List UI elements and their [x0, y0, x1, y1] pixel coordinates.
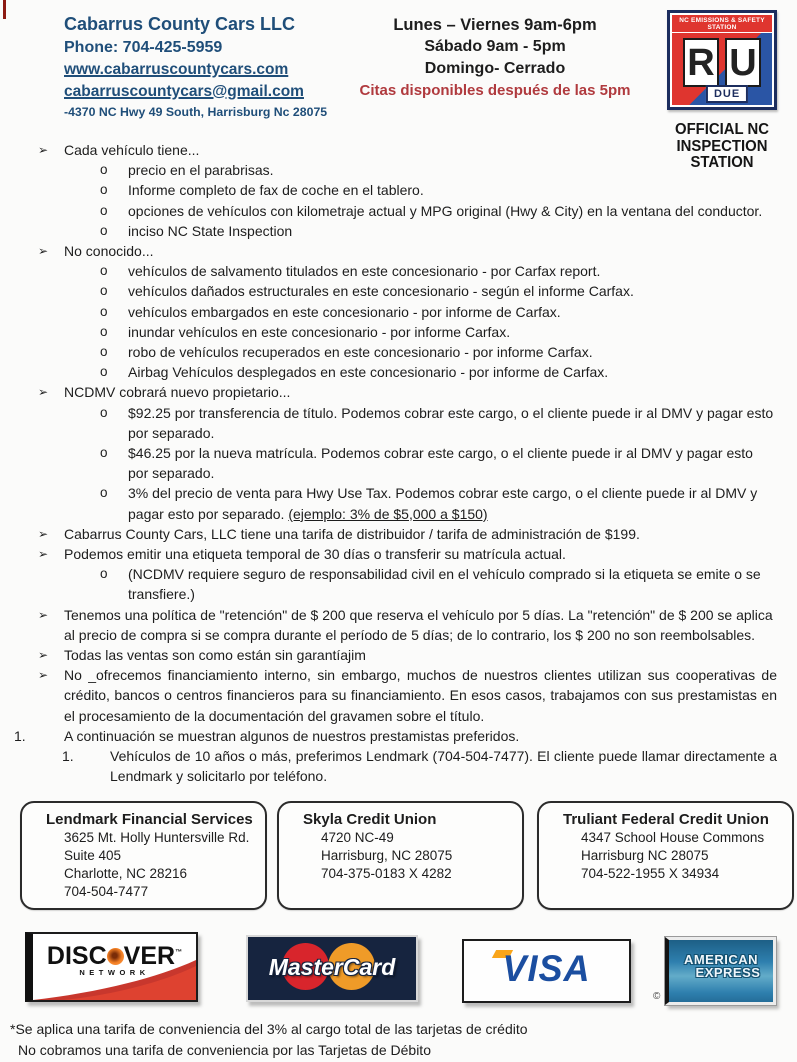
discover-word-end: VER [123, 941, 176, 970]
discover-word-start: DISC [46, 941, 107, 970]
badge-due-label: DUE [706, 85, 748, 103]
badge-letter-r: R [683, 38, 719, 87]
company-name: Cabarrus County Cars LLC [64, 14, 296, 34]
company-website-link[interactable]: www.cabarruscountycars.com [64, 61, 289, 78]
arrow-bullet-icon: ➢ [38, 526, 49, 541]
lender-address-line: Harrisburg, NC 28075 [321, 847, 453, 863]
hours-sunday: Domingo- Cerrado [424, 60, 566, 77]
list-item: o 3% del precio de venta para Hwy Use Tax. Podemos cobrar este cargo, o el cliente puede ir al DMV y pagar esto por separado. (ejemplo: 3% de $5,000 a $150) [100, 485, 758, 522]
badge-diagonal-background [672, 33, 772, 105]
list-item: o (NCDMV requiere seguro de responsabilidad civil en el vehículo comprado si la etiqueta se emite o se transfiere.) [100, 566, 761, 603]
arrow-bullet-icon: ➢ [38, 143, 49, 157]
lender-phone: 704-522-1955 X 34934 [581, 865, 720, 881]
list-item: o inciso NC State Inspection [0, 221, 797, 241]
list-item: ➢ NCDMV cobrará nuevo propietario... [0, 382, 797, 402]
lender-card-lendmark [20, 801, 267, 910]
arrow-bullet-icon: ➢ [38, 385, 49, 400]
lender-name: Lendmark Financial Services [46, 810, 253, 828]
company-email-link[interactable]: cabarruscountycars@gmail.com [64, 83, 304, 100]
lender-name: Skyla Credit Union [303, 810, 437, 828]
circle-bullet-icon: o [100, 222, 108, 238]
policy-list [0, 138, 797, 787]
lender-name: Truliant Federal Credit Union [563, 810, 769, 828]
lender-phone: 704-375-0183 X 4282 [321, 865, 452, 881]
discover-logo [25, 932, 198, 1002]
circle-bullet-icon: o [100, 303, 108, 319]
numbered-item: 1. Vehículos de 10 años o más, preferimos Lendmark (704-504-7477). El cliente puede llamar directamente a Lendmark y solicitarlo por teléfono. [62, 748, 777, 785]
lender-address-line: 4347 School House Commons [581, 829, 765, 845]
circle-bullet-icon: o [100, 344, 108, 360]
list-item: o precio en el parabrisas. [0, 160, 797, 180]
debit-fee-note: No cobramos una tarifa de conveniencia por las Tarjetas de Débito [18, 1042, 431, 1058]
list-item: ➢ Tenemos una política de "retención" de $ 200 que reserva el vehículo por 5 días. La "retención" de $ 200 se aplica al precio de compra si se compra durante el período de 5 días; de lo contrario, los $ 200 no son reembolsables. [38, 606, 773, 643]
trademark-symbol: ™ [175, 948, 183, 956]
preferred-lenders [20, 801, 797, 910]
accepted-cards-row [25, 932, 797, 1005]
lender-address-line: Charlotte, NC 28216 [64, 865, 188, 881]
nc-inspection-badge [663, 10, 781, 172]
arrow-bullet-icon: ➢ [38, 607, 49, 622]
numbered-item: 1. A continuación se muestran algunos de nuestros prestamistas preferidos. [0, 726, 797, 746]
company-address: -4370 NC Hwy 49 South, Harrisburg Nc 28075 [64, 105, 328, 119]
visa-logo [462, 939, 631, 1003]
underlined-example: (ejemplo: 3% de $5,000 a $150) [288, 505, 488, 522]
lender-address-line: Harrisburg NC 28075 [581, 847, 709, 863]
arrow-bullet-icon: ➢ [38, 244, 49, 259]
mastercard-logo [246, 935, 418, 1002]
discover-network-label: NETWORK [79, 967, 150, 977]
list-item: o inundar vehículos en este concesionario - por informe Carfax. [0, 322, 797, 342]
hours-appointments-note: Citas disponibles después de las 5pm [359, 82, 631, 99]
lender-card-skyla [277, 801, 524, 910]
badge-letter-u: U [725, 38, 761, 87]
list-item: o Informe completo de fax de coche en el tablero. [0, 180, 797, 200]
circle-bullet-icon: o [100, 404, 108, 420]
circle-bullet-icon: o [100, 323, 108, 339]
footnotes [10, 1019, 797, 1062]
circle-bullet-icon: o [100, 445, 108, 461]
mastercard-wordmark: MasterCard [268, 953, 396, 980]
ru-due-logo [667, 10, 777, 110]
amex-wordmark-line1: AMERICAN [683, 951, 759, 967]
number-marker: 1. [62, 748, 74, 765]
list-item: o vehículos de salvamento titulados en este concesionario - por Carfax report. [0, 261, 797, 281]
credit-fee-note: *Se aplica una tarifa de conveniencia del 3% al cargo total de las tarjetas de crédito [10, 1020, 528, 1037]
visa-wordmark: VISA [502, 947, 591, 989]
lender-card-truliant [537, 801, 794, 910]
list-item: ➢ Cada vehículo tiene... [0, 140, 797, 160]
list-item: o $92.25 por transferencia de título. Podemos cobrar este cargo, o el cliente puede ir al DMV y pagar esto por separado. [100, 404, 774, 441]
list-item: ➢ Cabarrus County Cars, LLC tiene una tarifa de distribuidor / tarifa de administración de $199. [0, 524, 797, 544]
list-item: o $46.25 por la nueva matrícula. Podemos cobrar este cargo, o el cliente puede ir al DMV y pagar esto por separado. [100, 445, 753, 482]
circle-bullet-icon: o [100, 364, 108, 380]
copyright-mark: © [653, 990, 661, 1002]
circle-bullet-icon: o [100, 182, 108, 198]
lender-address-line: Suite 405 [64, 847, 122, 863]
list-item: o Airbag Vehículos desplegados en este concesionario - por informe de Carfax. [0, 362, 797, 382]
lender-address-line: 3625 Mt. Holly Huntersville Rd. [64, 829, 250, 845]
list-item: ➢ Todas las ventas son como están sin garantíajim [0, 645, 797, 665]
number-marker: 1. [14, 727, 26, 744]
official-inspection-caption: OFFICIAL NC INSPECTION STATION [675, 121, 769, 171]
hours-weekdays: Lunes – Viernes 9am-6pm [393, 16, 597, 34]
list-item: o vehículos dañados estructurales en este concesionario - según el informe Carfax. [0, 281, 797, 301]
amex-wordmark-line2: EXPRESS [695, 964, 761, 980]
circle-bullet-icon: o [100, 263, 108, 279]
list-item: ➢ No _ofrecemos financiamiento interno, sin embargo, muchos de nuestros clientes utilizan sus cooperativas de crédito, bancos o centros financieros para su financiamiento. En esos casos, trabajamos con sus prestamistas en el procesamiento de la documentación del gravamen sobre el título. [38, 667, 777, 724]
circle-bullet-icon: o [100, 162, 108, 178]
company-info [64, 14, 327, 119]
list-item: o vehículos embargados en este concesionario - por informe de Carfax. [0, 302, 797, 322]
list-item: ➢ Podemos emitir una etiqueta temporal de 30 días o transferir su matrícula actual. [0, 544, 797, 564]
badge-banner-text: NC EMISSIONS & SAFETY STATION [672, 15, 772, 32]
lender-phone: 704-504-7477 [64, 883, 149, 899]
lender-address-line: 4720 NC-49 [321, 829, 394, 845]
arrow-bullet-icon: ➢ [38, 648, 49, 663]
list-item: ➢ No conocido... [0, 241, 797, 261]
hours-saturday: Sábado 9am - 5pm [424, 38, 566, 55]
list-item: o robo de vehículos recuperados en este concesionario - por informe Carfax. [0, 342, 797, 362]
discover-swoosh-icon [33, 960, 196, 1000]
list-item: o opciones de vehículos con kilometraje actual y MPG original (Hwy & City) en la ventana del conductor. [0, 201, 797, 221]
business-hours [325, 14, 665, 102]
circle-bullet-icon: o [100, 202, 108, 218]
circle-bullet-icon: o [100, 566, 108, 582]
circle-bullet-icon: o [100, 485, 108, 501]
arrow-bullet-icon: ➢ [38, 668, 49, 683]
arrow-bullet-icon: ➢ [38, 547, 49, 562]
circle-bullet-icon: o [100, 283, 108, 299]
amex-logo [653, 937, 776, 1005]
company-phone: Phone: 704-425-5959 [64, 39, 223, 56]
